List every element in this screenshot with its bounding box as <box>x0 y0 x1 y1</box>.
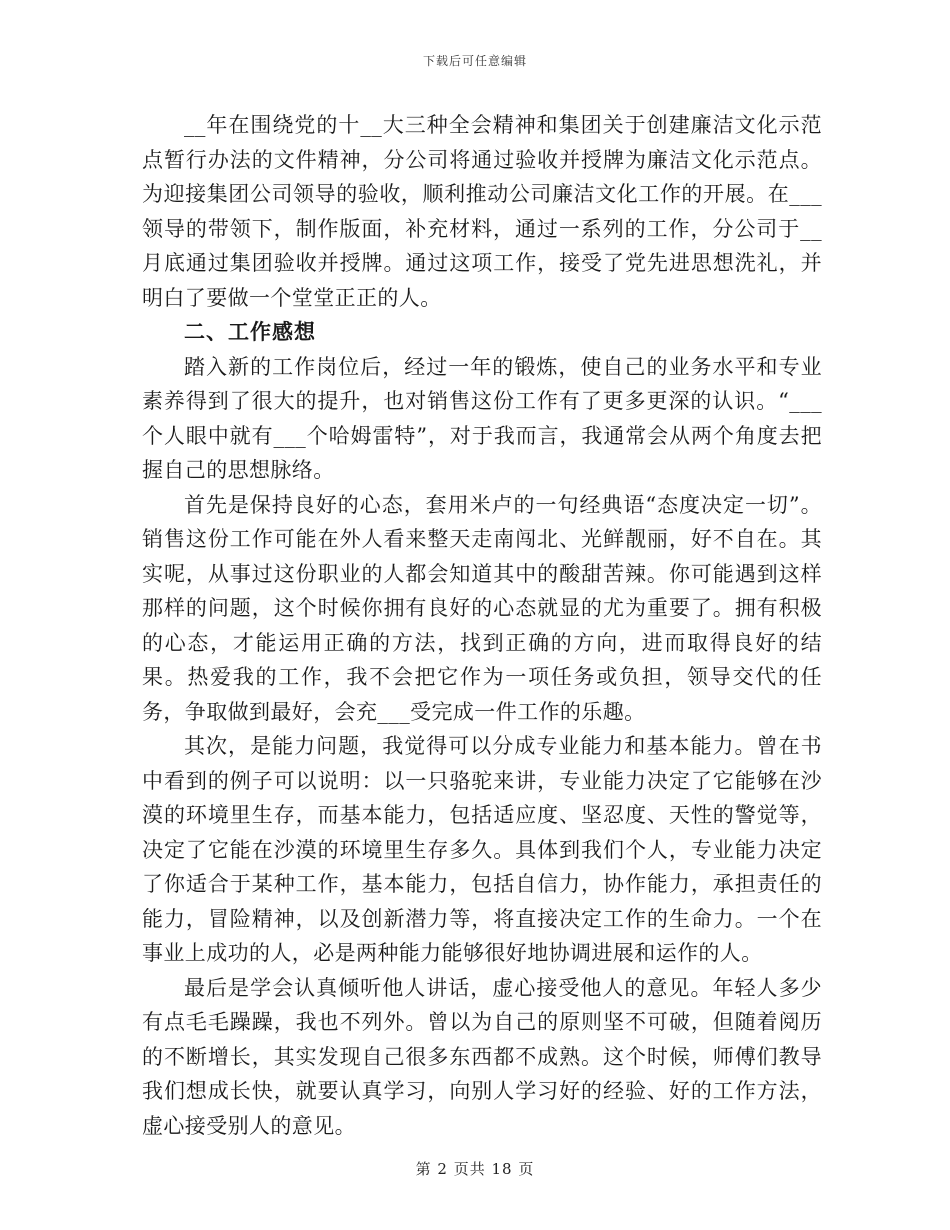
paragraph-2: 踏入新的工作岗位后，经过一年的锻炼，使自己的业务水平和专业素养得到了很大的提升，也对销售这份工作有了更多更深的认识。“___个人眼中就有___个哈姆雷特”，对于我而言，我通常会从两个角度去把握自己的思想脉络。 <box>142 354 822 482</box>
paragraph-3: 首先是保持良好的心态，套用米卢的一句经典语“态度决定一切”。销售这份工作可能在外人看来整天走南闯北、光鲜靓丽，好不自在。其实呢，从事过这份职业的人都会知道其中的酸甜苦辣。你可能遇到这样那样的问题，这个时候你拥有良好的心态就显的尤为重要了。拥有积极的心态，才能运用正确的方法，找到正确的方向，进而取得良好的结果。热爱我的工作，我不会把它作为一项任务或负担，领导交代的任务，争取做到最好，会充___受完成一件工作的乐趣。 <box>142 492 822 724</box>
paragraph-5: 最后是学会认真倾听他人讲话，虚心接受他人的意见。年轻人多少有点毛毛躁躁，我也不列外。曾以为自己的原则坚不可破，但随着阅历的不断增长，其实发现自己很多东西都不成熟。这个时候，师傅们教导我们想成长快，就要认真学习，向别人学习好的经验、好的工作方法，虚心接受别人的意见。 <box>142 975 822 1138</box>
document-body <box>142 108 822 1143</box>
page-header-note: 下载后可任意编辑 <box>422 54 527 68</box>
page-number: 第 2 页共 18 页 <box>415 1160 535 1178</box>
paragraph-1: __年在围绕党的十__大三种全会精神和集团关于创建廉洁文化示范点暂行办法的文件精神，分公司将通过验收并授牌为廉洁文化示范点。为迎接集团公司领导的验收，顺利推动公司廉洁文化工作的开展。在___领导的带领下，制作版面，补充材料，通过一系列的工作，分公司于__月底通过集团验收并授牌。通过这项工作，接受了党先进思想洗礼，并明白了要做一个堂堂正正的人。 <box>142 113 822 310</box>
section-heading: 二、工作感想 <box>184 320 316 344</box>
paragraph-4: 其次，是能力问题，我觉得可以分成专业能力和基本能力。曾在书中看到的例子可以说明：以一只骆驼来讲，专业能力决定了它能够在沙漠的环境里生存，而基本能力，包括适应度、坚忍度、天性的警觉等，决定了它能在沙漠的环境里生存多久。具体到我们个人，专业能力决定了你适合于某种工作，基本能力，包括自信力，协作能力，承担责任的能力，冒险精神，以及创新潜力等，将直接决定工作的生命力。一个在事业上成功的人，必是两种能力能够很好地协调进展和运作的人。 <box>142 734 822 965</box>
